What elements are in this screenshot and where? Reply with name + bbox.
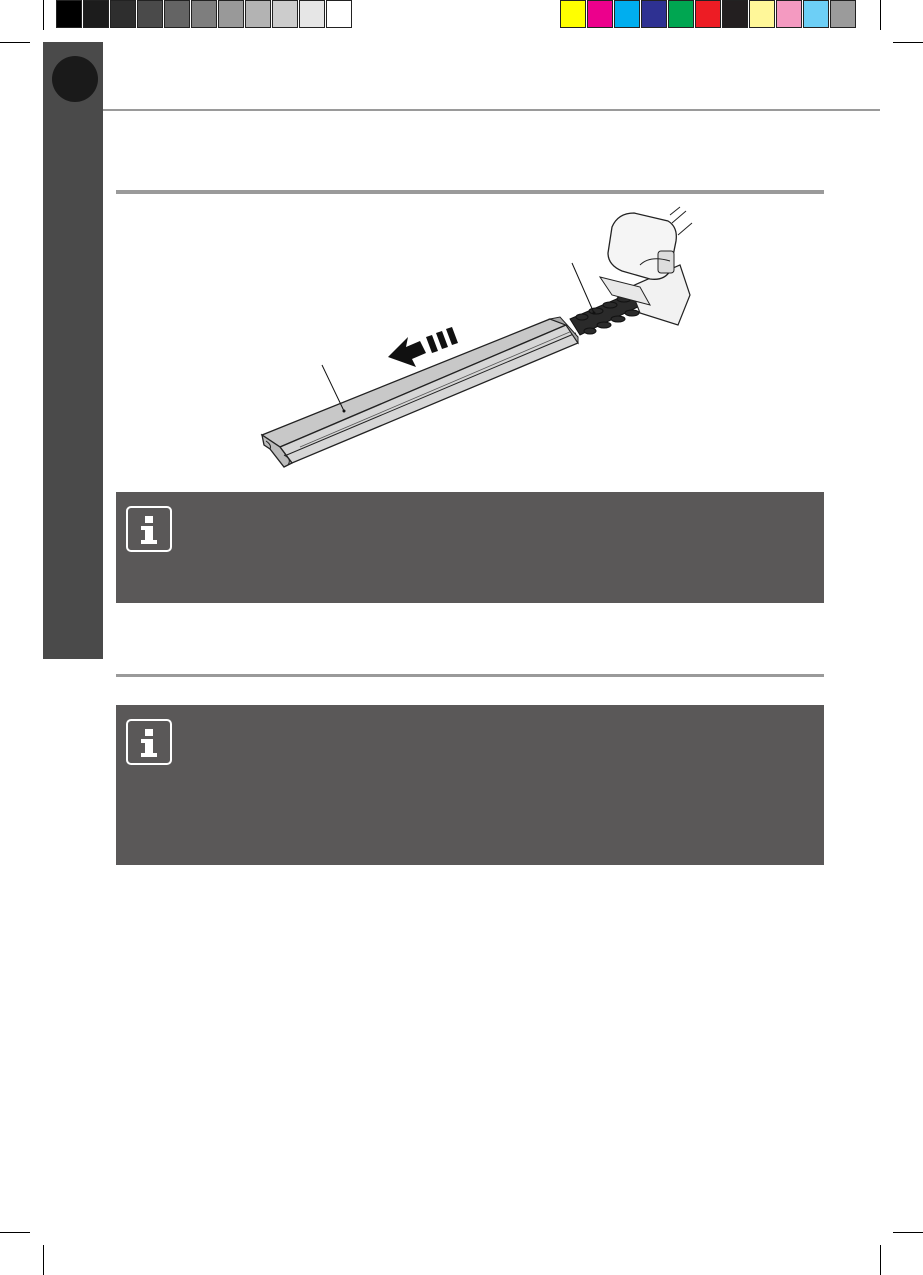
info-box-2 — [116, 705, 824, 865]
info-box-1 — [116, 492, 824, 603]
header-rule — [103, 109, 880, 111]
grayscale-swatch — [326, 0, 352, 28]
grayscale-swatch — [137, 0, 163, 28]
grayscale-swatch — [110, 0, 136, 28]
grayscale-swatch — [272, 0, 298, 28]
info-icon — [126, 506, 172, 552]
grayscale-swatch — [245, 0, 271, 28]
grayscale-swatch — [191, 0, 217, 28]
process-color-swatch — [560, 0, 586, 28]
process-color-swatch — [776, 0, 802, 28]
process-color-swatch — [830, 0, 856, 28]
section-rule-1 — [116, 190, 824, 194]
crop-mark-bottom-right-v — [880, 1245, 881, 1275]
crop-mark-bottom-right-h — [893, 1232, 923, 1233]
hedge-trimmer-blade-cover-illustration — [240, 205, 700, 475]
process-color-swatch — [803, 0, 829, 28]
grayscale-swatch — [218, 0, 244, 28]
chapter-marker-circle — [52, 56, 98, 102]
process-color-swatch — [749, 0, 775, 28]
crop-mark-top-right-v — [880, 0, 881, 30]
grayscale-registration-strip — [56, 0, 353, 30]
crop-mark-bottom-left-v — [43, 1245, 44, 1275]
process-color-swatch — [587, 0, 613, 28]
color-registration-strip — [560, 0, 857, 30]
grayscale-swatch — [56, 0, 82, 28]
crop-mark-top-right-h — [893, 42, 923, 43]
crop-mark-top-left-h — [0, 42, 30, 43]
info-icon — [126, 719, 172, 765]
grayscale-swatch — [299, 0, 325, 28]
crop-mark-top-left-v — [43, 0, 44, 30]
section-rule-2 — [116, 674, 824, 677]
leader-line-cover — [322, 365, 344, 411]
grayscale-swatch — [164, 0, 190, 28]
leader-line-blade — [572, 263, 594, 313]
process-color-swatch — [668, 0, 694, 28]
process-color-swatch — [614, 0, 640, 28]
process-color-swatch — [695, 0, 721, 28]
process-color-swatch — [641, 0, 667, 28]
blade-cover — [262, 317, 578, 467]
process-color-swatch — [722, 0, 748, 28]
grayscale-swatch — [83, 0, 109, 28]
crop-mark-bottom-left-h — [0, 1232, 30, 1233]
chapter-sidebar — [43, 42, 103, 659]
